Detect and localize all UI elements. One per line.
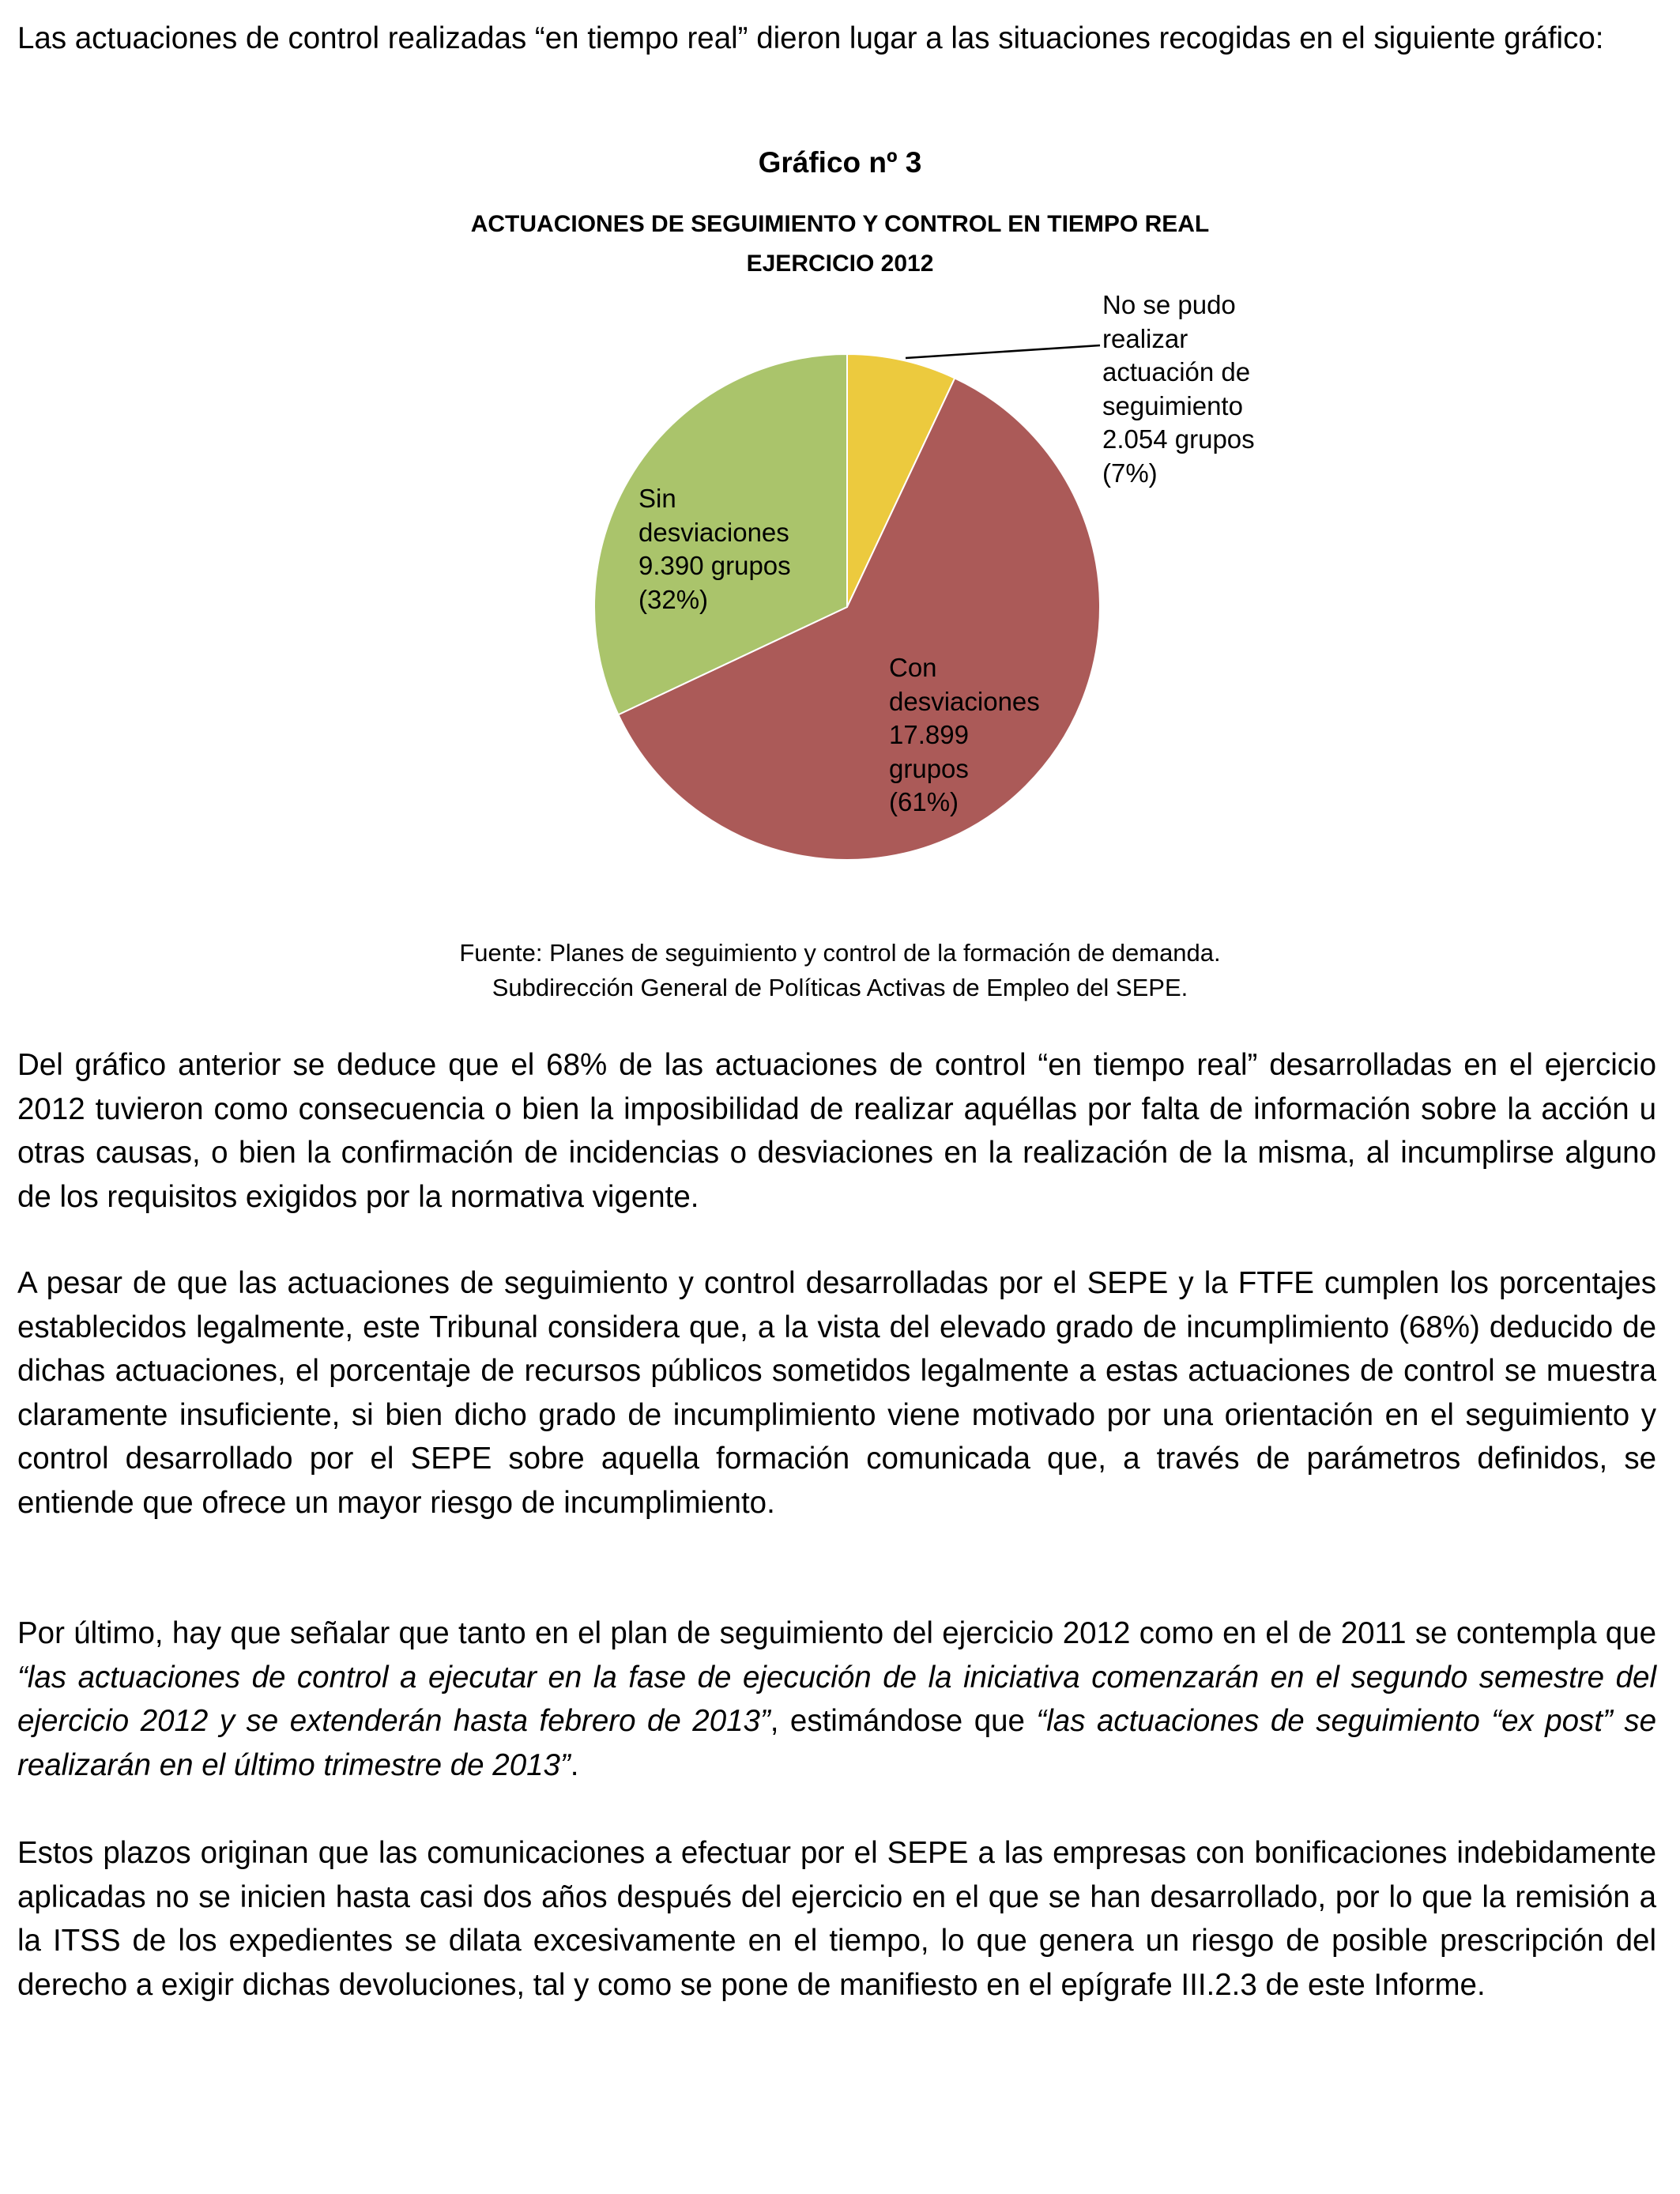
source-line1: Fuente: Planes de seguimiento y control de la formación de demanda. [459, 939, 1221, 967]
chart-title-line2: EJERCICIO 2012 [746, 251, 934, 277]
paragraph-3-text: . [570, 1747, 579, 1782]
intro-paragraph: Las actuaciones de control realizadas “en tiempo real” dieron lugar a las situaciones recogidas en el siguiente gráfico: [17, 21, 1604, 55]
label-no-actuacion-line: 2.054 grupos [1102, 424, 1255, 454]
leader-line [906, 345, 1100, 358]
label-no-actuacion [1102, 288, 1280, 490]
label-no-actuacion-line: realizar [1102, 323, 1188, 353]
paragraph-3-text: Por último, hay que señalar que tanto en el plan de seguimiento del ejercicio 2012 como en el de 2011 se contempla que [17, 1616, 1656, 1650]
pie-chart [0, 0, 1680, 909]
chart-source [0, 936, 1680, 1005]
label-sin-desviaciones-line: desviaciones [638, 517, 789, 547]
paragraph-4: Estos plazos originan que las comunicaciones a efectuar por el SEPE a las empresas con bonificaciones indebidamente aplicadas no se inicien hasta casi dos años después del ejercicio en el que se han desarrollado, por lo que la remisión a la ITSS de los expedientes se dilata excesivamente en el tiempo, lo que genera un riesgo de posible prescripción del derecho a exigir dichas devoluciones, tal y como se pone de manifiesto en el epígrafe III.2.3 de este Informe. [17, 1836, 1656, 2002]
chart-title-line1: ACTUACIONES DE SEGUIMIENTO Y CONTROL EN TIEMPO REAL [470, 211, 1210, 237]
label-con-desviaciones-line: 17.899 [889, 720, 969, 749]
paragraph-2: A pesar de que las actuaciones de seguimiento y control desarrolladas por el SEPE y la FTFE cumplen los porcentajes establecidos legalmente, este Tribunal considera que, a la vista del elevado grado de incumplimiento (68%) deducido de dichas actuaciones, el porcentaje de recursos públicos sometidos legalmente a estas actuaciones de control se muestra claramente insuficiente, si bien dicho grado de incumplimiento viene motivado por una orientación en el seguimiento y control desarrollado por el SEPE sobre aquella formación comunicada que, a través de parámetros definidos, se entiende que ofrece un mayor riesgo de incumplimiento. [17, 1266, 1656, 1520]
label-sin-desviaciones-line: Sin [638, 484, 676, 513]
label-con-desviaciones-line: grupos [889, 753, 969, 783]
label-sin-desviaciones [638, 482, 844, 616]
label-sin-desviaciones-line: (32%) [638, 584, 709, 614]
label-con-desviaciones-line: Con [889, 653, 937, 682]
paragraph-1: Del gráfico anterior se deduce que el 68% de las actuaciones de control “en tiempo real” desarrolladas en el ejercicio 2012 tuvieron como consecuencia o bien la imposibilidad de realizar aquéllas por falta de información sobre la acción u otras causas, o bien la confirmación de incidencias o desviaciones en la realización de la misma, al incumplirse alguno de los requisitos exigidos por la normativa vigente. [17, 1048, 1656, 1214]
label-no-actuacion-line: (7%) [1102, 458, 1158, 488]
label-no-actuacion-line: actuación de [1102, 357, 1251, 386]
label-no-actuacion-line: seguimiento [1102, 390, 1243, 420]
paragraph-3 [17, 1612, 1656, 1787]
paragraph-3-quote: “las actuaciones de seguimiento “ex post” se realizarán en el último trimestre de 2013” [17, 1704, 1656, 1782]
paragraph-3-quote: “las actuaciones de control a ejecutar en la fase de ejecución de la iniciativa comenzarán en el segundo semestre del ejercicio 2012 y se extenderán hasta febrero de 2013” [17, 1660, 1656, 1738]
label-con-desviaciones [889, 651, 1094, 820]
label-no-actuacion-line: No se pudo [1102, 290, 1236, 319]
label-con-desviaciones-line: desviaciones [889, 686, 1040, 716]
source-line2: Subdirección General de Políticas Activas de Empleo del SEPE. [492, 974, 1188, 1001]
paragraph-3-text: , estimándose que [770, 1704, 1037, 1738]
label-con-desviaciones-line: (61%) [889, 787, 959, 816]
label-sin-desviaciones-line: 9.390 grupos [638, 551, 791, 580]
chart-number: Gráfico nº 3 [758, 146, 922, 179]
